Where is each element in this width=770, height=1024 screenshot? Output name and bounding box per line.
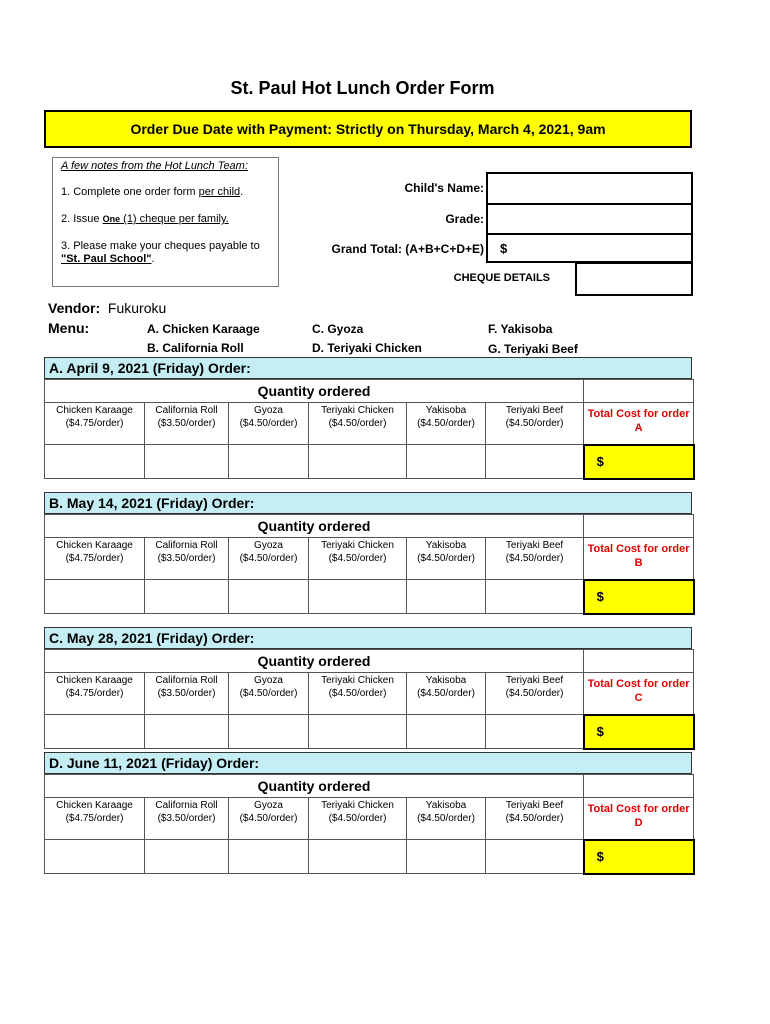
qty-input-chicken-karaage[interactable] [45,840,145,874]
item-price: ($4.50/order) [505,553,564,564]
note-3-end: . [151,253,155,265]
item-name: Chicken Karaage [56,675,133,686]
col-california-roll [145,538,229,580]
item-price: ($4.75/order) [65,418,124,429]
note-1-end: . [240,186,244,198]
total-cost-text: Total Cost for order [587,803,690,815]
qty-input-chicken-karaage[interactable] [45,445,145,479]
col-teriyaki-chicken [309,403,407,445]
col-yakisoba [407,798,486,840]
total-cost-text: Total Cost for order [587,543,690,555]
note-1-underline: per child [198,186,241,198]
total-cost-text: Total Cost for order [587,408,690,420]
item-name: California Roll [155,540,218,551]
total-header-blank [584,775,694,798]
grand-total-label: Grand Total: (A+B+C+D+E) [331,242,484,256]
total-header-blank [584,380,694,403]
note-3-text: 3. Please make your cheques payable to [61,240,260,252]
grand-total-dollar: $ [500,241,508,256]
col-teriyaki-beef [486,403,584,445]
total-cost-field[interactable]: $ [584,715,694,749]
item-name: Teriyaki Beef [505,800,564,811]
col-teriyaki-chicken [309,673,407,715]
due-date-banner: Order Due Date with Payment: Strictly on Thursday, March 4, 2021, 9am [44,110,692,148]
order-b-heading: B. May 14, 2021 (Friday) Order: [44,492,692,514]
quantity-heading: Quantity ordered [45,380,584,403]
quantity-heading: Quantity ordered [45,775,584,798]
item-name: Chicken Karaage [56,540,133,551]
note-2 [61,213,272,226]
note-2-text: 2. Issue [61,213,103,225]
order-a-heading: A. April 9, 2021 (Friday) Order: [44,357,692,379]
total-cost-letter: D [634,817,643,829]
vendor-label: Vendor: [48,300,101,316]
total-header-blank [584,515,694,538]
item-name: Chicken Karaage [56,800,133,811]
qty-input-gyoza[interactable] [229,445,309,479]
notes-heading: A few notes from the Hot Lunch Team: [61,160,248,172]
item-price: ($3.50/order) [157,418,216,429]
item-price: ($4.50/order) [417,813,475,824]
qty-input-gyoza[interactable] [229,715,309,749]
notes-box [52,157,279,287]
note-3 [61,240,272,266]
item-name: California Roll [155,675,218,686]
qty-input-california-roll[interactable] [145,840,229,874]
col-teriyaki-beef [486,798,584,840]
item-name: California Roll [155,405,218,416]
total-cost-field[interactable]: $ [584,445,694,479]
item-name: Teriyaki Beef [505,540,564,551]
order-d-heading: D. June 11, 2021 (Friday) Order: [44,752,692,774]
total-cost-label [584,673,694,715]
item-name: Gyoza [254,405,283,416]
total-cost-label [584,538,694,580]
total-cost-field[interactable]: $ [584,840,694,874]
qty-input-california-roll[interactable] [145,445,229,479]
col-chicken-karaage [45,673,145,715]
item-price: ($4.50/order) [239,688,298,699]
order-c-table [44,649,695,750]
menu-item-b: B. California Roll [147,341,244,355]
total-cost-text: Total Cost for order [587,678,690,690]
qty-input-chicken-karaage[interactable] [45,715,145,749]
vendor-line [48,300,166,316]
item-name: Teriyaki Chicken [321,540,394,551]
qty-input-california-roll[interactable] [145,580,229,614]
col-teriyaki-beef [486,538,584,580]
quantity-heading: Quantity ordered [45,650,584,673]
col-chicken-karaage [45,538,145,580]
col-yakisoba [407,673,486,715]
menu-item-a: A. Chicken Karaage [147,322,260,336]
child-name-field[interactable] [486,172,693,205]
item-price: ($4.50/order) [505,813,564,824]
menu-item-f: F. Yakisoba [488,322,553,336]
qty-input-teriyaki-beef[interactable] [486,580,584,614]
note-3-payee: "St. Paul School" [61,253,152,265]
col-teriyaki-beef [486,673,584,715]
qty-input-teriyaki-chicken[interactable] [309,715,407,749]
item-name: Teriyaki Beef [505,675,564,686]
total-cost-field[interactable]: $ [584,580,694,614]
item-price: ($4.75/order) [65,688,124,699]
col-teriyaki-chicken [309,538,407,580]
col-teriyaki-chicken [309,798,407,840]
item-name: Yakisoba [425,800,467,811]
col-chicken-karaage [45,798,145,840]
qty-input-teriyaki-beef[interactable] [486,840,584,874]
note-2-underline: (1) cheque per family. [120,213,229,225]
grand-total-field[interactable] [486,233,693,263]
note-2-one: One [102,214,121,224]
qty-input-yakisoba[interactable] [407,715,486,749]
total-cost-label [584,798,694,840]
cheque-details-label: CHEQUE DETAILS [453,272,550,284]
item-name: Gyoza [254,540,283,551]
order-d-table [44,774,695,875]
note-1 [61,186,272,199]
menu-item-d: D. Teriyaki Chicken [312,341,422,355]
note-1-text: 1. Complete one order form [61,186,199,198]
item-name: Gyoza [254,800,283,811]
order-c-heading: C. May 28, 2021 (Friday) Order: [44,627,692,649]
total-header-blank [584,650,694,673]
col-chicken-karaage [45,403,145,445]
total-cost-letter: C [634,692,643,704]
item-price: ($4.50/order) [417,688,475,699]
item-price: ($4.50/order) [417,553,475,564]
qty-input-teriyaki-chicken[interactable] [309,445,407,479]
grade-label: Grade: [445,212,484,226]
quantity-heading: Quantity ordered [45,515,584,538]
item-price: ($3.50/order) [157,688,216,699]
item-price: ($3.50/order) [157,813,216,824]
item-name: Gyoza [254,675,283,686]
qty-input-chicken-karaage[interactable] [45,580,145,614]
item-price: ($4.50/order) [328,688,387,699]
item-name: Yakisoba [425,540,467,551]
cheque-details-field[interactable] [575,262,693,296]
qty-input-gyoza[interactable] [229,580,309,614]
item-price: ($4.50/order) [505,688,564,699]
col-yakisoba [407,538,486,580]
item-name: Teriyaki Chicken [321,405,394,416]
col-california-roll [145,673,229,715]
col-gyoza [229,673,309,715]
child-name-label: Child's Name: [404,181,484,195]
item-name: Chicken Karaage [56,405,133,416]
item-name: Yakisoba [425,405,467,416]
item-price: ($4.50/order) [239,813,298,824]
order-b-table [44,514,695,615]
menu-label: Menu: [48,320,90,336]
qty-input-teriyaki-beef[interactable] [486,445,584,479]
item-name: Teriyaki Chicken [321,800,394,811]
qty-input-teriyaki-chicken[interactable] [309,580,407,614]
col-gyoza [229,798,309,840]
qty-input-yakisoba[interactable] [407,580,486,614]
menu-item-c: C. Gyoza [312,322,364,336]
qty-input-teriyaki-chicken[interactable] [309,840,407,874]
vendor-name: Fukuroku [107,300,167,316]
item-name: Teriyaki Chicken [321,675,394,686]
col-gyoza [229,403,309,445]
menu-item-g: G. Teriyaki Beef [488,342,578,356]
item-price: ($4.50/order) [328,553,387,564]
item-price: ($4.50/order) [239,418,298,429]
col-california-roll [145,403,229,445]
item-price: ($4.50/order) [239,553,298,564]
item-price: ($4.50/order) [417,418,475,429]
grade-field[interactable] [486,203,693,235]
item-name: Yakisoba [425,675,467,686]
qty-input-yakisoba[interactable] [407,840,486,874]
qty-input-gyoza[interactable] [229,840,309,874]
col-gyoza [229,538,309,580]
item-price: ($4.75/order) [65,813,124,824]
page-title: St. Paul Hot Lunch Order Form [230,78,495,98]
item-price: ($4.75/order) [65,553,124,564]
qty-input-teriyaki-beef[interactable] [486,715,584,749]
order-a-table [44,379,695,480]
total-cost-label [584,403,694,445]
item-name: California Roll [155,800,218,811]
total-cost-letter: A [634,422,643,434]
item-price: ($4.50/order) [505,418,564,429]
item-name: Teriyaki Beef [505,405,564,416]
total-cost-letter: B [634,557,643,569]
qty-input-california-roll[interactable] [145,715,229,749]
col-yakisoba [407,403,486,445]
col-california-roll [145,798,229,840]
item-price: ($3.50/order) [157,553,216,564]
item-price: ($4.50/order) [328,418,387,429]
item-price: ($4.50/order) [328,813,387,824]
qty-input-yakisoba[interactable] [407,445,486,479]
